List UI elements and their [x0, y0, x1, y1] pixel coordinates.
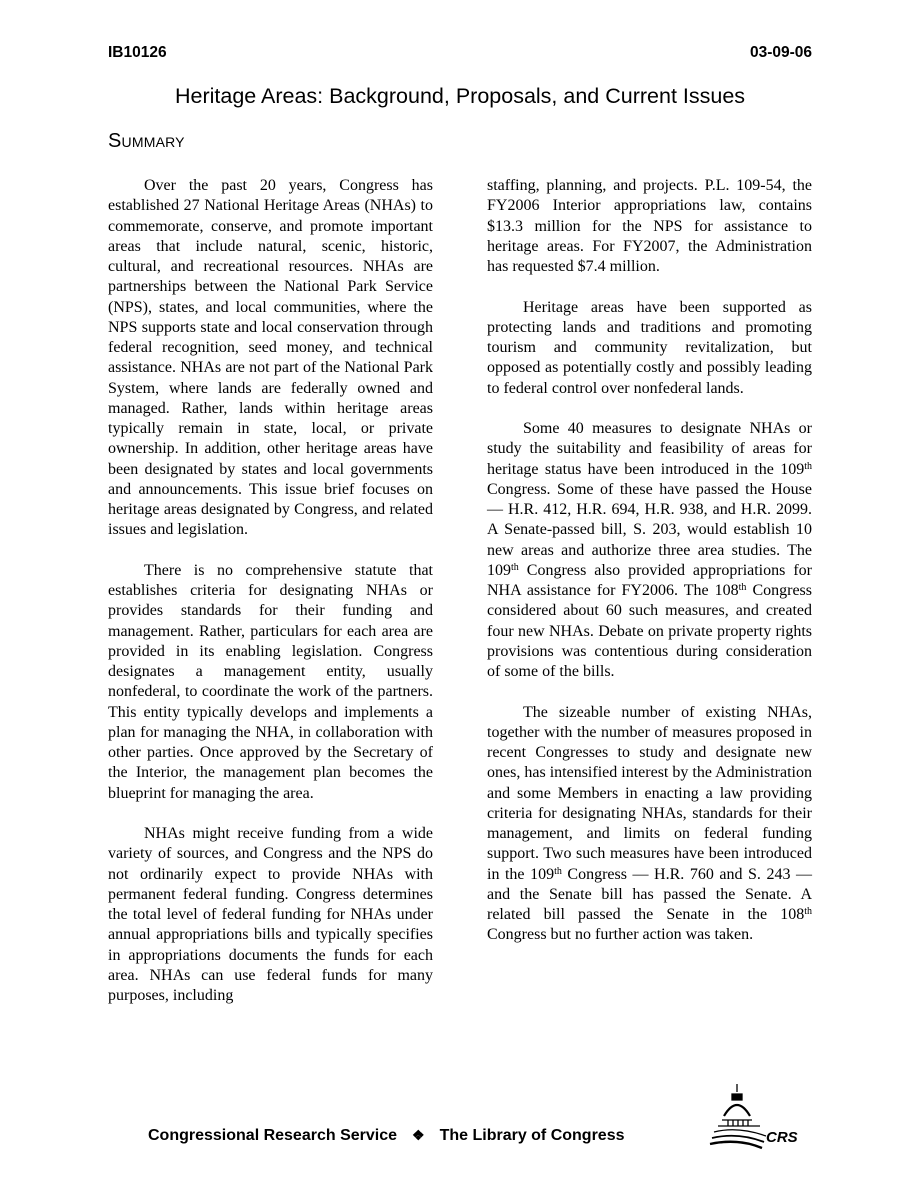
- ordinal-suffix: th: [554, 865, 562, 877]
- paragraph: [487, 419, 812, 682]
- left-column: [108, 176, 433, 1027]
- text-run: Some 40 measures to designate NHAs or study the suitability and feasibility of areas for heritage status have been introduced in the 109: [487, 420, 812, 478]
- page-title: Heritage Areas: Background, Proposals, and Current Issues: [174, 84, 746, 108]
- report-date: 03-09-06: [749, 44, 812, 61]
- paragraph: Over the past 20 years, Congress has established 27 National Heritage Areas (NHAs) to commemorate, conserve, and promote important areas that include natural, scenic, historic, cultural, and recreational resources. NHAs are partnerships between the National Park Service (NPS), states, and local communities, where the NPS supports state and local conservation through federal recognition, seed money, and technical assistance. NHAs are not part of the National Park System, where lands are federally owned and managed. Rather, lands within heritage areas typically remain in state, local, or private ownership. In addition, other heritage areas have been designated by states and local governments and announcements. This issue brief focuses on heritage areas designated by Congress, and related issues and legislation.: [108, 177, 433, 539]
- right-column: [487, 176, 812, 966]
- text-run: The sizeable number of existing NHAs, together with the number of measures proposed in recent Congresses to study and designate new ones, has intensified interest by the Administration and some Members in enacting a law providing criteria for designating NHAs, standards for their management, and limits on federal funding support. Two such measures have been introduced in the 109: [487, 703, 812, 883]
- ordinal-suffix: th: [804, 906, 812, 917]
- text-run: Congress also provided appropriations for NHA assistance for FY2006. The 108: [487, 561, 812, 599]
- paragraph: Heritage areas have been supported as protecting lands and traditions and promoting tourism and community revitalization, but opposed as potentially costly and possibly leading to federal control over nonfederal lands.: [487, 298, 812, 397]
- text-run: Congress considered about 60 such measures, and created four new NHAs. Debate on private property rights provisions was contentious during consideration of some of the bills.: [487, 582, 812, 680]
- report-number: IB10126: [108, 44, 167, 61]
- section-heading: Summary: [108, 130, 185, 152]
- ordinal-suffix: th: [804, 460, 812, 472]
- paragraph: [487, 703, 812, 946]
- ordinal-suffix: th: [738, 582, 747, 593]
- text-run: Congress. Some of these have passed the House — H.R. 412, H.R. 694, H.R. 938, and H.R. 2099. A Senate-passed bill, S. 203, would establish 10 new areas and authorize three area studies. The 109: [487, 480, 812, 579]
- paragraph: There is no comprehensive statute that establishes criteria for designating NHAs or provides standards for their funding and management. Rather, particulars for each area are provided in its enabling legislation. Congress designates a management entity, usually nonfederal, to coordinate the work of the partners. This entity typically develops and implements a plan for managing the NHA, in collaboration with other parties. Once approved by the Secretary of the Interior, the management plan becomes the blueprint for managing the area.: [108, 561, 433, 802]
- footer-organization: Congressional Research Service: [148, 1127, 398, 1144]
- paragraph: NHAs might receive funding from a wide variety of sources, and Congress and the NPS do not ordinarily expect to provide NHAs with permanent federal funding. Congress determines the total level of federal funding for NHAs under annual appropriations bills and typically specifies in appropriations documents the funds for each area. NHAs can use federal funds for many purposes, including: [108, 825, 433, 1004]
- footer-library: The Library of Congress: [439, 1127, 625, 1144]
- ordinal-suffix: th: [511, 561, 519, 573]
- text-run: Congress but no further action was taken.: [487, 926, 754, 944]
- diamond-separator-icon: ❖: [412, 1127, 425, 1143]
- text-run: Congress — H.R. 760 and S. 243 — and the Senate bill has passed the Senate. A related bill passed the Senate in the 108: [487, 865, 813, 923]
- page-footer: [148, 1127, 625, 1145]
- crs-capitol-logo: [708, 1082, 812, 1152]
- logo-text: CRS: [766, 1129, 798, 1146]
- paragraph: staffing, planning, and projects. P.L. 109-54, the FY2006 Interior appropriations law, contains $13.3 million for the NPS for assistance to heritage areas. For FY2007, the Administration has requested $7.4 million.: [487, 177, 812, 275]
